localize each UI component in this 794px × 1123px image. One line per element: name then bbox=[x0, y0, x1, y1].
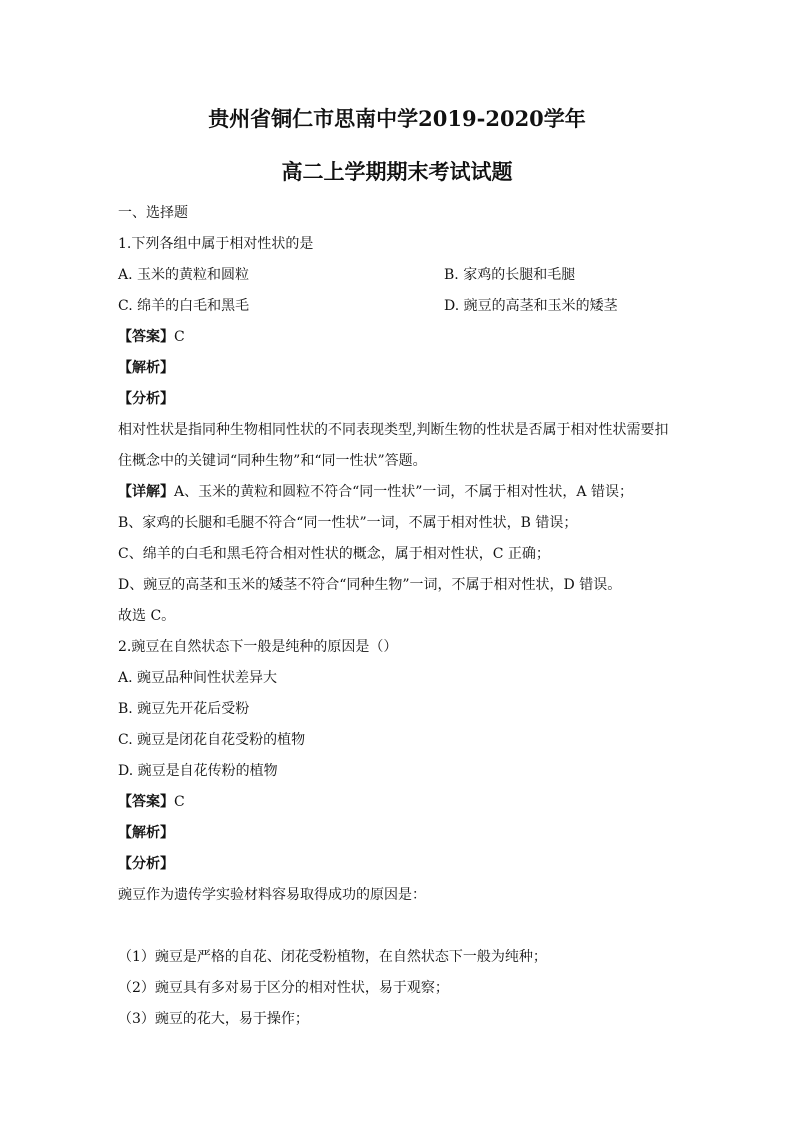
question-1-stem: 1.下列各组中属于相对性状的是 bbox=[118, 236, 314, 252]
question-1-detail-b: B、家鸡的长腿和毛腿不符合“同一性状”一词，不属于相对性状，B 错误； bbox=[118, 515, 578, 531]
answer-value: C bbox=[174, 329, 185, 345]
document-subtitle: 高二上学期期末考试试题 bbox=[281, 159, 513, 184]
blank-line bbox=[118, 911, 676, 942]
answer-tag: 【答案】 bbox=[118, 794, 174, 810]
question-2-fenxi-tag: 【分析】 bbox=[118, 856, 174, 872]
question-2-option-b: B. 豌豆先开花后受粉 bbox=[118, 701, 250, 717]
question-1-fenxi-line-1: 相对性状是指同种生物相同性状的不同表现类型,判断生物的性状是否属于相对性状需要扣 bbox=[118, 422, 669, 438]
question-1-analysis-tag: 【解析】 bbox=[118, 360, 174, 376]
question-1-option-b: B. 家鸡的长腿和毛腿 bbox=[444, 267, 576, 283]
question-1-options-row-2 bbox=[118, 291, 676, 322]
question-2-reason-2: （2）豌豆具有多对易于区分的相对性状，易于观察； bbox=[118, 980, 449, 996]
question-1-conclusion: 故选 C。 bbox=[118, 608, 176, 624]
question-1-fenxi-line-2: 住概念中的关键词“同种生物”和“同一性状”答题。 bbox=[118, 453, 427, 469]
question-2-reason-3: （3）豌豆的花大，易于操作； bbox=[118, 1011, 309, 1027]
question-1-option-c: C. 绵羊的白毛和黑毛 bbox=[118, 298, 250, 314]
question-1-option-a: A. 玉米的黄粒和圆粒 bbox=[118, 267, 250, 283]
question-2-option-c: C. 豌豆是闭花自花受粉的植物 bbox=[118, 732, 306, 748]
question-2-reason-1: （1）豌豆是严格的自花、闭花受粉植物，在自然状态下一般为纯种； bbox=[118, 949, 547, 965]
question-2-option-a: A. 豌豆品种间性状差异大 bbox=[118, 670, 278, 686]
question-1-fenxi-tag: 【分析】 bbox=[118, 391, 174, 407]
detail-tag: 【详解】 bbox=[118, 484, 174, 500]
detail-text: A、玉米的黄粒和圆粒不符合“同一性状”一词，不属于相对性状，A 错误； bbox=[174, 484, 633, 500]
question-1-detail-d: D、豌豆的高茎和玉米的矮茎不符合“同种生物”一词，不属于相对性状，D 错误。 bbox=[118, 577, 622, 593]
answer-tag: 【答案】 bbox=[118, 329, 174, 345]
question-1-detail-a bbox=[118, 477, 676, 508]
question-1-detail-c: C、绵羊的白毛和黑毛符合相对性状的概念，属于相对性状，C 正确； bbox=[118, 546, 550, 562]
document-title: 贵州省铜仁市思南中学2019-2020学年 bbox=[208, 106, 586, 131]
question-1-option-d: D. 豌豆的高茎和玉米的矮茎 bbox=[444, 298, 618, 314]
question-2-option-d: D. 豌豆是自花传粉的植物 bbox=[118, 763, 278, 779]
question-1-answer bbox=[118, 322, 676, 353]
question-2-fenxi-intro: 豌豆作为遗传学实验材料容易取得成功的原因是： bbox=[118, 887, 426, 903]
question-2-stem: 2.豌豆在自然状态下一般是纯种的原因是（） bbox=[118, 639, 398, 655]
question-2-answer bbox=[118, 787, 676, 818]
answer-value: C bbox=[174, 794, 185, 810]
question-2-analysis-tag: 【解析】 bbox=[118, 825, 174, 841]
question-1-options-row-1 bbox=[118, 260, 676, 291]
section-heading: 一、选择题 bbox=[118, 205, 188, 221]
